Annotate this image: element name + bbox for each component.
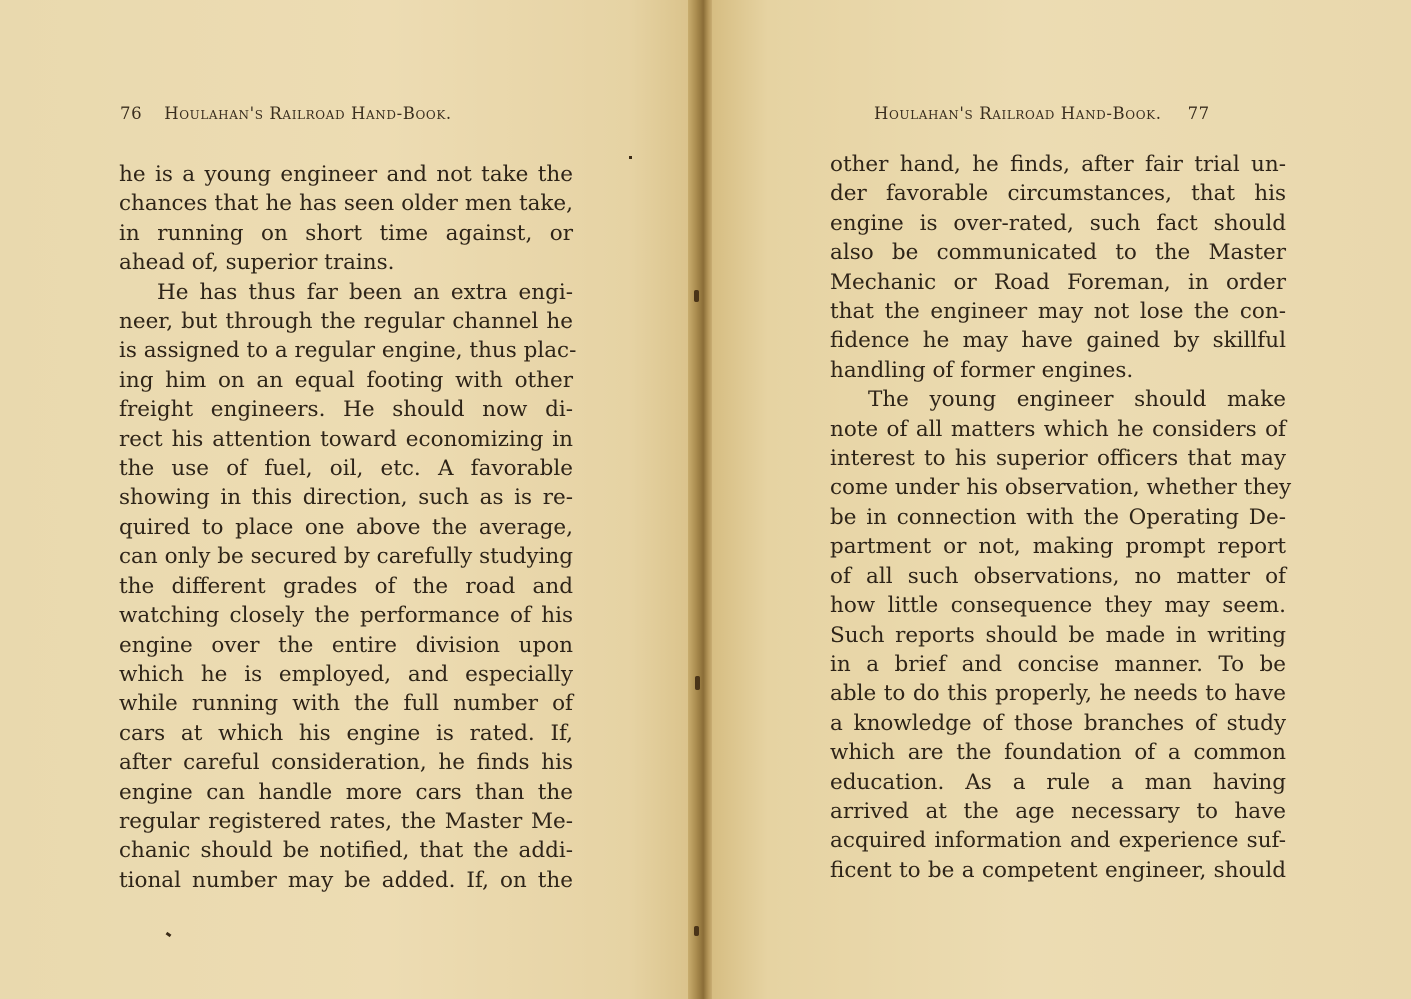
text-line: able to do this properly, he needs to have [830, 681, 1286, 707]
left-running-title: Houlahan's Railroad Hand-Book. [164, 104, 452, 123]
text-line: other hand, he finds, after fair trial un- [830, 152, 1286, 177]
text-line: of all such observations, no matter of [830, 563, 1286, 589]
text-line: is assigned to a regular engine, thus plac- [119, 338, 577, 364]
text-line: neer, but through the regular channel he [119, 309, 573, 335]
text-line: Mechanic or Road Foreman, in order [830, 269, 1286, 295]
binding-stitch [694, 290, 699, 302]
text-line: the use of fuel, oil, etc. A favorable [119, 456, 573, 482]
text-line: education. As a rule a man having [830, 769, 1286, 795]
right-running-title: Houlahan's Railroad Hand-Book. [874, 104, 1162, 123]
text-line: freight engineers. He should now di- [119, 397, 573, 423]
text-line: note of all matters which he considers of [830, 416, 1286, 442]
text-line: interest to his superior officers that may [830, 446, 1286, 472]
text-line: rect his attention toward economizing in [119, 426, 573, 452]
text-line: which are the foundation of a common [830, 740, 1286, 766]
text-line: can only be secured by carefully studying [119, 544, 573, 570]
text-line: partment or not, making prompt report [830, 534, 1286, 560]
text-line: engine over the entire division upon [119, 632, 573, 658]
text-line: come under his observation, whether they [830, 475, 1292, 501]
left-page [0, 0, 698, 999]
right-page [712, 0, 1411, 999]
text-line: the different grades of the road and [119, 573, 573, 599]
text-line: engine is over-rated, such fact should [830, 210, 1286, 236]
text-line: fidence he may have gained by skillful [830, 328, 1286, 354]
right-body-text [830, 150, 1292, 885]
text-line: that the engineer may not lose the con- [830, 299, 1286, 325]
text-line: while running with the full number of [119, 691, 573, 717]
right-running-head [874, 104, 1210, 123]
text-line: in running on short time against, or [119, 220, 573, 246]
text-line: chances that he has seen older men take, [119, 191, 573, 217]
text-line: der favorable circumstances, that his [830, 181, 1286, 207]
text-line: he is a young engineer and not take the [119, 162, 573, 187]
left-page-number: 76 [120, 104, 143, 123]
left-body-text [119, 160, 577, 895]
text-line: acquired information and experience suf- [830, 828, 1286, 854]
binding-stitch [695, 676, 700, 690]
text-line: cars at which his engine is rated. If, [119, 720, 573, 746]
text-line: how little consequence they may seem. [830, 593, 1286, 619]
text-line: chanic should be notified, that the addi- [119, 838, 573, 864]
ink-speck [166, 932, 172, 937]
text-line: tional number may be added. If, on the [119, 867, 573, 893]
text-line: handling of former engines. [830, 357, 1134, 383]
text-line: which he is employed, and especially [119, 661, 573, 687]
text-line: ing him on an equal footing with other [119, 367, 573, 393]
text-line: Such reports should be made in writing [830, 622, 1286, 648]
right-page-number: 77 [1187, 104, 1210, 123]
binding-stitch [694, 926, 699, 936]
text-line: watching closely the performance of his [119, 603, 573, 629]
text-line: a knowledge of those branches of study [830, 710, 1286, 736]
text-line: engine can handle more cars than the [119, 779, 573, 805]
text-line: ahead of, superior trains. [119, 250, 395, 276]
ink-speck [629, 156, 632, 159]
text-line: showing in this direction, such as is re- [119, 485, 573, 511]
text-line: He has thus far been an extra engi- [157, 279, 573, 305]
text-line: after careful consideration, he finds his [119, 750, 573, 776]
left-running-head [120, 104, 452, 123]
text-line: quired to place one above the average, [119, 514, 573, 540]
text-line: arrived at the age necessary to have [830, 798, 1286, 824]
text-line: regular registered rates, the Master Me- [119, 808, 573, 834]
text-line: also be communicated to the Master [830, 240, 1286, 266]
text-line: The young engineer should make [868, 387, 1286, 413]
text-line: in a brief and concise manner. To be [830, 651, 1286, 677]
text-line: ficent to be a competent engineer, should [830, 857, 1286, 883]
text-line: be in connection with the Operating De- [830, 504, 1286, 530]
